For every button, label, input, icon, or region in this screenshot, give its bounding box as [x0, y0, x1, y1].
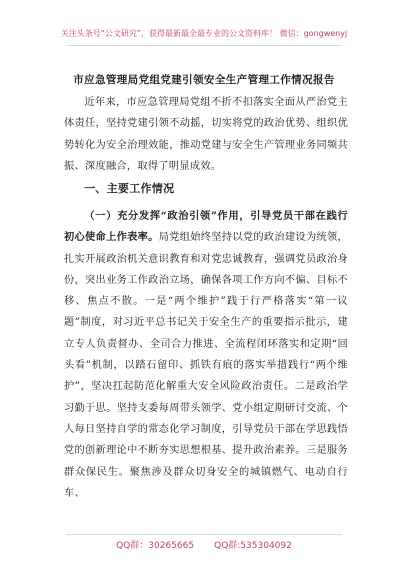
subsection-heading: （一）充分发挥“政治引领”作用，引导党员干部在践行初心使命上作表率。	[64, 210, 348, 244]
subsection-body: 局党组始终坚持以党的政治建设为统领，扎实开展政治机关意识教育和对党忠诚教育，强调党员政治身份，突出业务工作政治立场，确保各项工作方向不偏、目标不移、焦点不散。一是“两个维护”践于行严格落实“第一议题”制度，对习近平总书记关于安全生产的重要指示批示，建立专人负责督办、全司合力推进、全流程闭环落实和定期“回头看”机制，以踏石留印、抓铁有痕的落实举措践行“两个维护”，坚决扛起防范化解重大安全风险政治责任。二是政治学习勤于思。坚持支委每周带头领学、党小组定期研讨交流、个人每日坚持自学的常态化学习制度，引导党员干部在学思践悟党的创新理论中不断夯实思想根基、提升政治素养。三是服务群众保民生。聚焦涉及群众切身安全的城镇燃气、电动自行车、	[64, 232, 349, 499]
footer-qq-group-2: QQ群:535304092	[214, 541, 292, 551]
footer-divider	[66, 534, 342, 535]
section-heading: 一、主要工作情况	[84, 182, 175, 195]
footer-qq-group-1: QQ群：30265665	[116, 541, 195, 551]
footer-contact	[0, 538, 408, 551]
intro-paragraph: 近年来，市应急管理局党组不折不扣落实全面从严治党主体责任，坚持党建引领不动摇，切实将党的政治优势、组织优势转化为安全治理效能，推动党建与安全生产管理业务同频共振、深度融合，取得了明显成效。	[64, 97, 348, 172]
header-divider	[66, 45, 342, 46]
document-title: 市应急管理局党组党建引领安全生产管理工作情况报告	[73, 74, 335, 86]
body-paragraph	[64, 206, 348, 504]
header-banner: 关注头条号“公文研究”，获得最新最全最专业的公文资料库！ 微信：gongwenyj	[60, 29, 348, 38]
